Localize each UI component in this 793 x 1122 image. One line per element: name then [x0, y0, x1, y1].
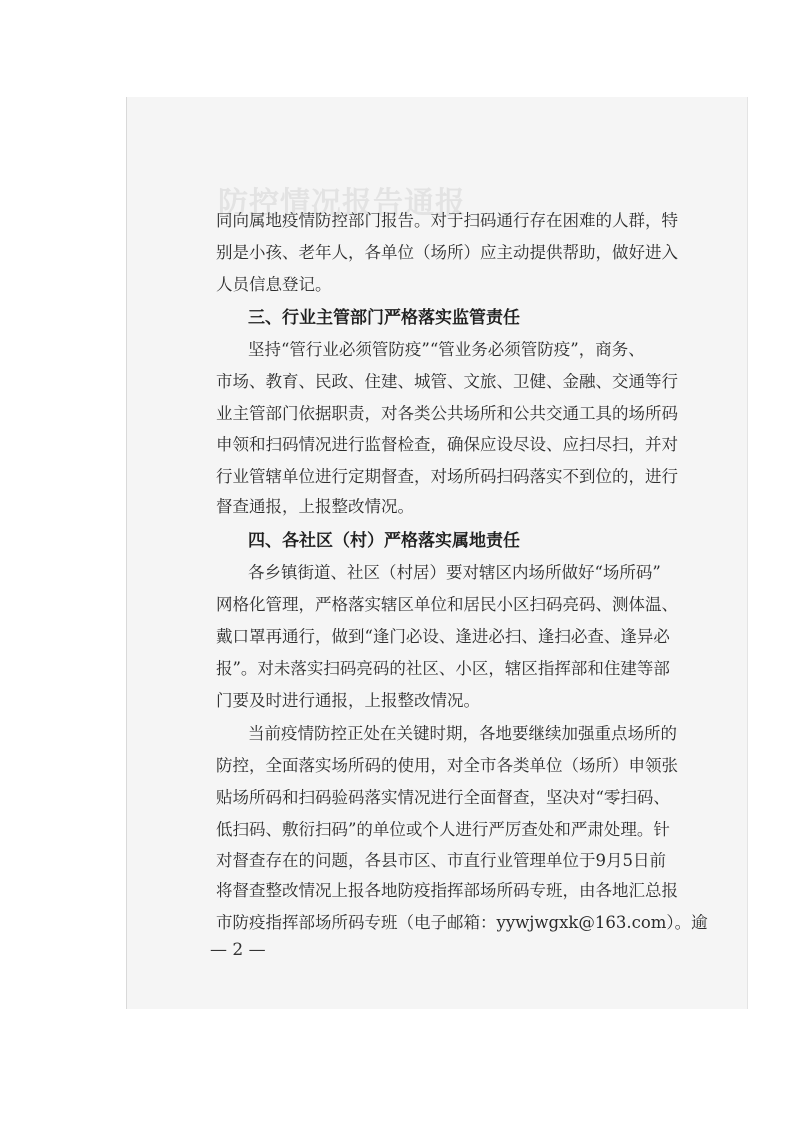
text-line: 门要及时进行通报，上报整改情况。: [216, 691, 480, 710]
text-line: 人员信息登记。: [216, 275, 332, 294]
text-line: 当前疫情防控正处在关键时期，各地要继续加强重点场所的: [248, 724, 677, 743]
document-page: [126, 97, 748, 1009]
text-line: 督查通报，上报整改情况。: [216, 497, 414, 516]
section-heading-3: 三、行业主管部门严格落实监管责任: [248, 308, 520, 328]
bleed-through-header: 防控情况报告通报: [218, 186, 466, 221]
text-line: 别是小孩、老年人，各单位（场所）应主动提供帮助，做好进入: [216, 243, 678, 262]
text-line: 网格化管理，严格落实辖区单位和居民小区扫码亮码、测体温、: [216, 595, 678, 614]
text-line: 低扫码、敷衍扫码”的单位或个人进行严厉查处和严肃处理。针: [216, 820, 670, 839]
text-line: 申领和扫码情况进行监督检查，确保应设尽设、应扫尽扫，并对: [216, 435, 678, 454]
text-line: 业主管部门依据职责，对各类公共场所和公共交通工具的场所码: [216, 404, 678, 423]
text-line: 市防疫指挥部场所码专班（电子邮箱：yywjwgxk@163.com）。逾: [216, 913, 708, 932]
text-line: 坚持“管行业必须管防疫”“管业务必须管防疫”，商务、: [248, 340, 645, 359]
page-number: — 2 —: [210, 940, 266, 960]
text-line: 对督查存在的问题，各县市区、市直行业管理单位于9月5日前: [216, 851, 666, 870]
text-line: 贴场所码和扫码验码落实情况进行全面督查，坚决对“零扫码、: [216, 788, 670, 807]
text-line: 报”。对未落实扫码亮码的社区、小区，辖区指挥部和住建等部: [216, 659, 670, 678]
text-line: 戴口罩再通行，做到“逢门必设、逢进必扫、逢扫必查、逢异必: [216, 627, 670, 646]
text-line: 各乡镇街道、社区（村居）要对辖区内场所做好“场所码”: [248, 563, 661, 582]
text-line: 防控，全面落实场所码的使用，对全市各类单位（场所）申领张: [216, 756, 678, 775]
text-line: 同向属地疫情防控部门报告。对于扫码通行存在困难的人群，特: [216, 211, 678, 230]
text-line: 市场、教育、民政、住建、城管、文旅、卫健、金融、交通等行: [216, 372, 678, 391]
text-line: 将督查整改情况上报各地防疫指挥部场所码专班，由各地汇总报: [216, 881, 678, 900]
section-heading-4: 四、各社区（村）严格落实属地责任: [248, 531, 520, 551]
text-line: 行业管辖单位进行定期督查，对场所码扫码落实不到位的，进行: [216, 467, 678, 486]
